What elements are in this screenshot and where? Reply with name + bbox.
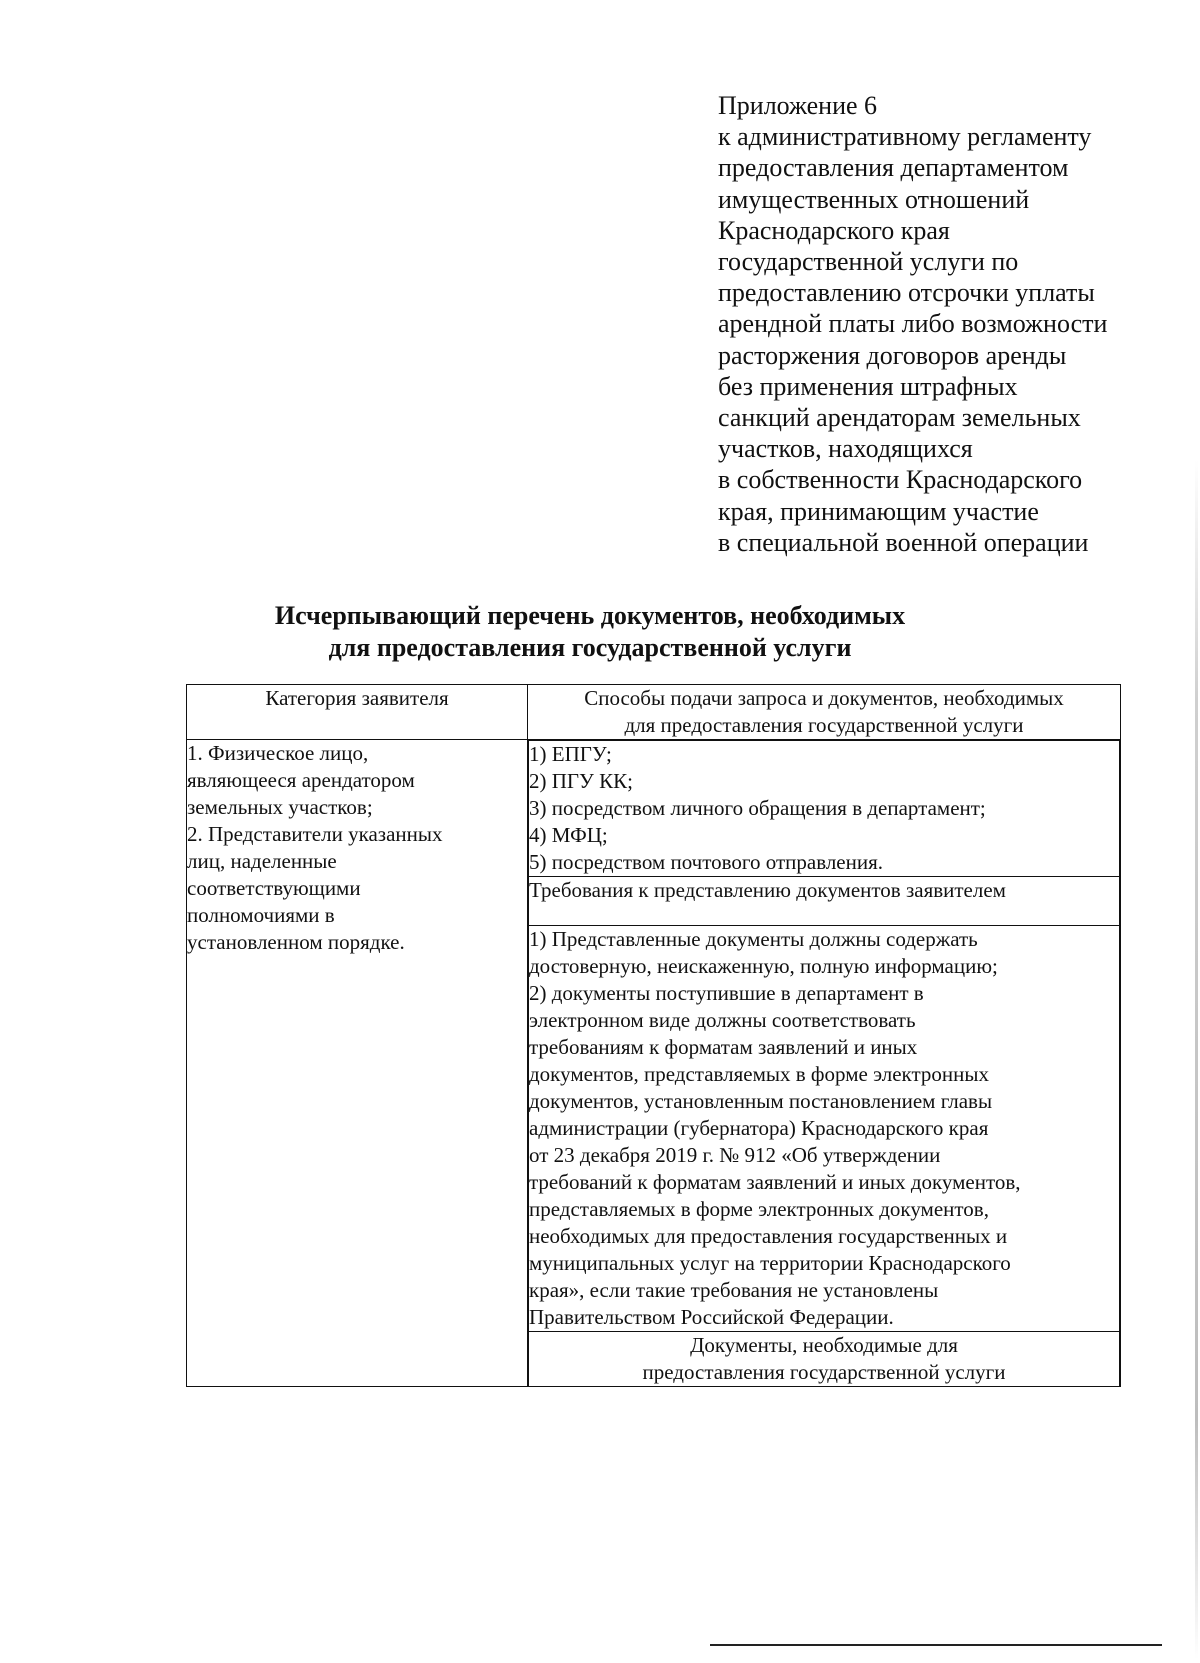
documents-heading-line: Документы, необходимые для <box>690 1333 958 1357</box>
title-line: Исчерпывающий перечень документов, необходимых <box>274 601 906 630</box>
requirement-line: требованиям к форматам заявлений и иных <box>529 1035 918 1059</box>
document-title <box>180 600 1000 664</box>
methods-column <box>528 740 1121 1387</box>
appendix-line: участков, находящихся <box>718 434 973 464</box>
appendix-line: к административному регламенту <box>718 122 1092 152</box>
documents-heading-line: предоставления государственной услуги <box>642 1360 1006 1384</box>
requirement-line: края», если такие требования не установлены <box>529 1278 939 1302</box>
category-line: установленном порядке. <box>187 930 405 954</box>
appendix-line: Краснодарского края <box>718 215 950 245</box>
requirement-line: электронном виде должны соответствовать <box>529 1008 916 1032</box>
requirement-line: муниципальных услуг на территории Краснодарского <box>529 1251 1011 1275</box>
title-line: для предоставления государственной услуги <box>328 633 852 662</box>
appendix-line: арендной платы либо возможности <box>718 309 1108 339</box>
scan-edge-mark <box>1195 460 1198 1660</box>
category-line: полномочиями в <box>187 903 335 927</box>
appendix-line: в собственности Краснодарского <box>718 465 1083 495</box>
requirement-line: документов, представляемых в форме электронных <box>529 1062 989 1086</box>
documents-table <box>186 684 1121 1387</box>
appendix-line: государственной услуги по <box>718 247 1019 277</box>
appendix-line: имущественных отношений <box>718 184 1030 214</box>
appendix-line: предоставлению отсрочки уплаты <box>718 278 1095 308</box>
appendix-line: без применения штрафных <box>718 371 1018 401</box>
method-item: 5) посредством почтового отправления. <box>529 850 884 874</box>
requirement-line: необходимых для предоставления государственных и <box>529 1224 1008 1248</box>
footer-rule <box>710 1644 1162 1646</box>
table-header-row <box>187 685 1121 740</box>
category-line: соответствующими <box>187 876 361 900</box>
requirement-line: достоверную, неискаженную, полную информацию; <box>529 954 998 978</box>
appendix-line: расторжения договоров аренды <box>718 340 1067 370</box>
category-line: являющееся арендатором <box>187 768 415 792</box>
requirement-line: от 23 декабря 2019 г. № 912 «Об утверждении <box>529 1143 941 1167</box>
applicant-category-cell <box>187 740 528 1387</box>
requirement-line: 2) документы поступившие в департамент в <box>529 981 924 1005</box>
method-item: 1) ЕПГУ; <box>529 742 612 766</box>
appendix-line: края, принимающим участие <box>718 496 1039 526</box>
method-item: 2) ПГУ КК; <box>529 769 634 793</box>
requirement-line: 1) Представленные документы должны содержать <box>529 927 978 951</box>
appendix-line: санкций арендаторам земельных <box>718 403 1081 433</box>
requirement-line: Правительством Российской Федерации. <box>529 1305 894 1329</box>
category-line: земельных участков; <box>187 795 373 819</box>
method-item: 3) посредством личного обращения в департамент; <box>529 796 986 820</box>
requirements-heading: Требования к представлению документов заявителем <box>529 877 1120 926</box>
header-methods-line: Способы подачи запроса и документов, необходимых <box>584 686 1064 710</box>
appendix-block <box>718 90 1158 558</box>
table-body-row <box>187 740 1121 1387</box>
submission-methods-cell <box>529 741 1120 877</box>
requirements-cell <box>529 926 1120 1332</box>
header-category: Категория заявителя <box>187 685 528 740</box>
appendix-line: Приложение 6 <box>718 91 878 120</box>
requirement-line: требований к форматам заявлений и иных документов, <box>529 1170 1021 1194</box>
category-line: лиц, наделенные <box>187 849 337 873</box>
category-line: 1. Физическое лицо, <box>187 741 369 765</box>
documents-heading <box>529 1332 1120 1387</box>
method-item: 4) МФЦ; <box>529 823 608 847</box>
appendix-line: в специальной военной операции <box>718 527 1089 557</box>
requirement-line: администрации (губернатора) Краснодарского края <box>529 1116 989 1140</box>
category-line: 2. Представители указанных <box>187 822 443 846</box>
header-methods-line: для предоставления государственной услуги <box>624 713 1024 737</box>
methods-inner-table <box>528 740 1120 1386</box>
header-methods <box>528 685 1121 740</box>
requirement-line: документов, установленным постановлением главы <box>529 1089 993 1113</box>
requirement-line: представляемых в форме электронных документов, <box>529 1197 989 1221</box>
appendix-line: предоставления департаментом <box>718 153 1069 183</box>
